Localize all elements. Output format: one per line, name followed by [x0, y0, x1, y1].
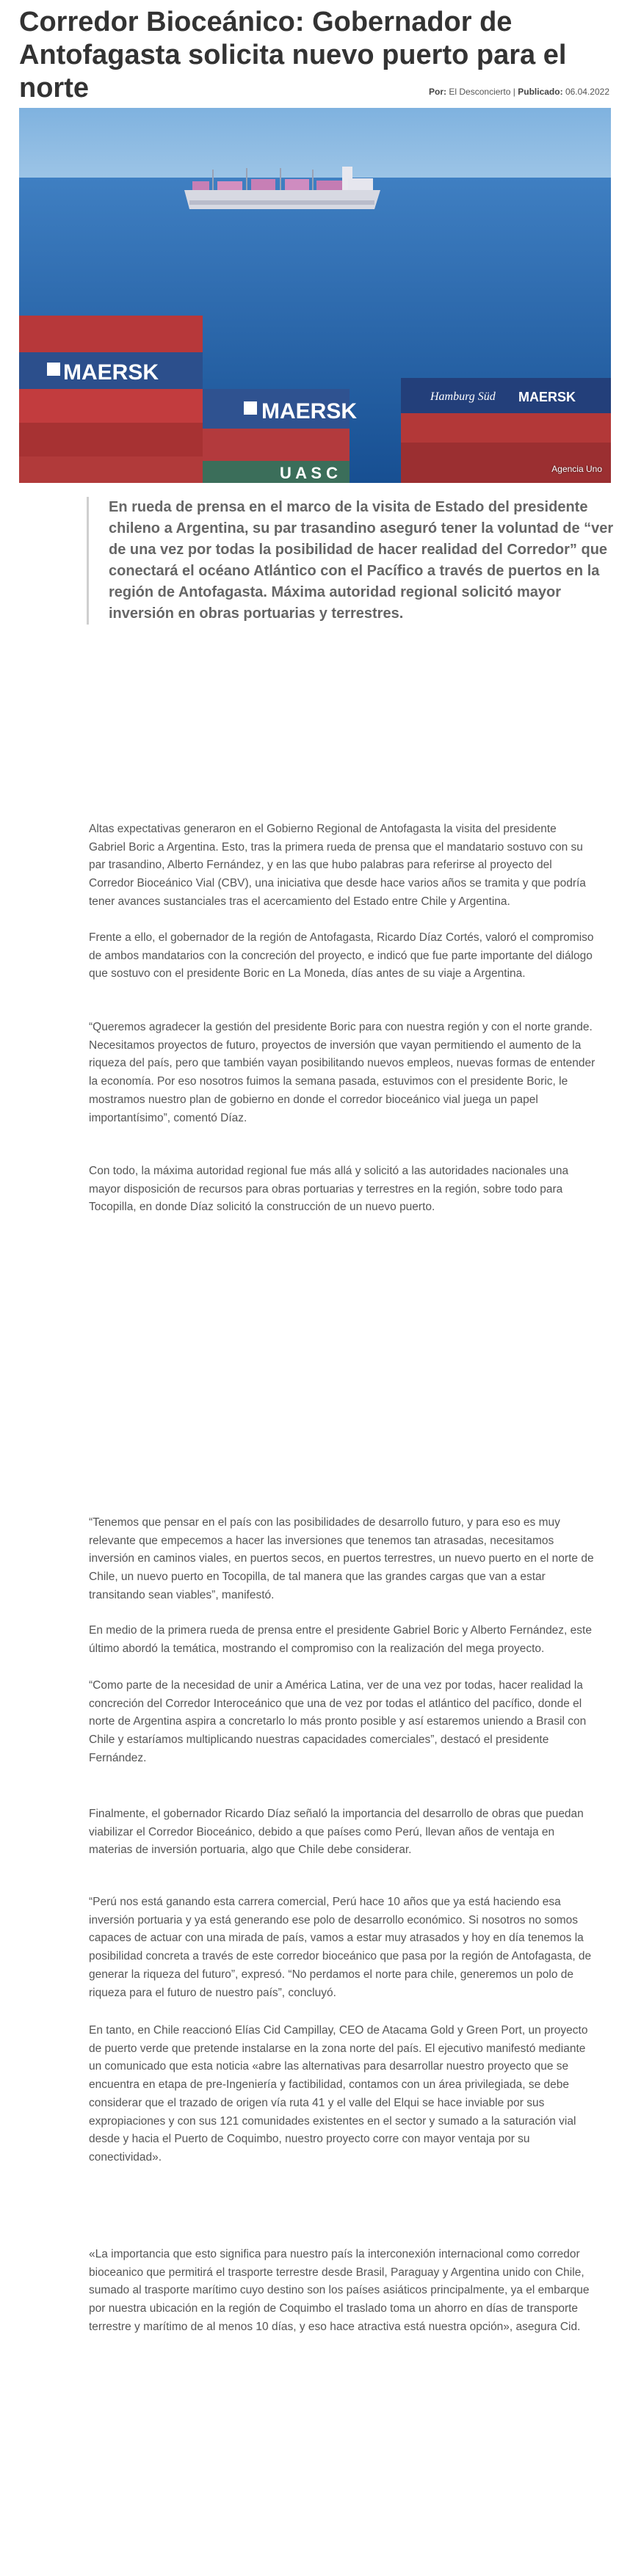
hero-image	[19, 108, 611, 483]
article-paragraph: “Tenemos que pensar en el país con las posibilidades de desarrollo futuro, y para eso es muy relevante que empecemos a hacer las inversiones que tenemos tan atrasadas, necesitamos inversión en caminos viales, en puertos secos, en puertos terrestres, un nuevo puerto en el norte de Chile, un nuevo puerto en Tocopilla, de tal manera que las grandes cargas que van a estar transitando sean viables”, manifestó.	[89, 1516, 594, 1601]
hero-illustration	[19, 108, 611, 483]
article-byline	[429, 87, 609, 97]
container-label-3: U A S C	[280, 464, 338, 482]
article-lead: En rueda de prensa en el marco de la visita de Estado del presidente chileno a Argentina, su par trasandino aseguró tener la voluntad de “ver de una vez por todas la posibilidad de hacer realidad del Corredor” que conectará el océano Atlántico con el Pacífico a través de puertos en la región de Antofagasta. Máxima autoridad regional solicitó mayor inversión en obras portuarias y terrestres.	[87, 497, 623, 625]
article-paragraph: «La importancia que esto significa para nuestro país la interconexión internacional como corredor bioceanico que permitirá el trasporte terrestre desde Brasil, Paraguay y Argentina unido con Chile, sumado al trasporte marítimo cuyo destino son los países asiáticos principalmente, ya el embarque por nuestra ubicación en la región de Coquimbo el traslado toma un ahorro en días de transporte terrestre y marítimo de al menos 10 días, y eso hace atractiva está nuestra opción», asegura Cid.	[89, 2248, 590, 2333]
article-paragraph: “Como parte de la necesidad de unir a América Latina, ver de una vez por todas, hacer realidad la concreción del Corredor Interoceánico que una de vez por todas el atlántico del pacífico, donde el norte de Argentina aspira a concretarlo lo más pronto posible y así estaremos uniendo a Brasil con Chile y estaríamos multiplicando nuestras capacidades comerciales”, destacó el presidente Fernández.	[89, 1679, 587, 1764]
article-paragraph: “Queremos agradecer la gestión del presidente Boric para con nuestra región y con el norte grande. Necesitamos proyectos de futuro, proyectos de inversión que vayan permitiendo el aumento de la riqueza del país, pero que también vayan posibilitando nuevos empleos, nuevas formas de entender la economía. Por eso nosotros fuimos la semana pasada, estuvimos con el presidente Boric, le mostramos nuestro plan de gobierno en donde el corredor bioceánico vial juega un papel importantísimo”, comentó Díaz.	[89, 1021, 595, 1124]
publish-date: 06.04.2022	[565, 87, 609, 97]
article-paragraph: Finalmente, el gobernador Ricardo Díaz señaló la importancia del desarrollo de obras que puedan viabilizar el Corredor Bioceánico, debido a que países como Perú, llevan años de ventaja en materias de inversión portuaria, algo que Chile debe considerar.	[89, 1808, 584, 1857]
byline-separator: |	[513, 87, 515, 97]
article-paragraph: En tanto, en Chile reaccionó Elías Cid Campillay, CEO de Atacama Gold y Green Port, un proyecto de puerto verde que pretende instalarse en la zona norte del país. El ejecutivo manifestó mediante un comunicado que esta noticia «abre las alternativas para desarrollar nuestro proyecto que se encuentra en etapa de pre-Ingeniería y factibilidad, contamos con un área privilegiada, se debe considerar que el trazado de origen vía ruta 41 y el valle del Elqui se hace inviable por sus expropiaciones y con sus 121 comunidades existentes en el sector y sumado a la saturación vial desde y hacia el Puerto de Coquimbo, nuestro proyecto corre con mayor ventaja por su conectividad».	[89, 2024, 588, 2164]
photo-credit: Agencia Uno	[551, 464, 602, 474]
container-label-5: MAERSK	[518, 390, 576, 404]
container-label-4: Hamburg Süd	[430, 390, 496, 403]
article-paragraph: “Perú nos está ganando esta carrera comercial, Perú hace 10 años que ya está haciendo esa inversión portuaria y ya está generando ese polo de desarrollo económico. Si nosotros no somos capaces de actuar con una mirada de país, vamos a estar muy atrasados y hoy en día tenemos la posibilidad concreta a través de este corredor bioceánico que pasa por la región de Antofagasta, de generar la riqueza del futuro”, expresó. “No perdamos el norte para chile, generemos un polo de riqueza para el futuro de nuestro país”, concluyó.	[89, 1896, 592, 1999]
sky	[19, 108, 611, 178]
author-name[interactable]: El Desconcierto	[449, 87, 511, 97]
published-label: Publicado:	[518, 87, 563, 97]
container-label-2: MAERSK	[261, 399, 358, 423]
article-paragraph: Con todo, la máxima autoridad regional fue más allá y solicitó a las autoridades nacionales una mayor disposición de recursos para obras portuarias y terrestres en la región, sobre todo para Tocopilla, en donde Díaz solicitó la construcción de un nuevo puerto.	[89, 1165, 569, 1214]
article-paragraph: Altas expectativas generaron en el Gobierno Regional de Antofagasta la visita del presidente Gabriel Boric a Argentina. Esto, tras la primera rueda de prensa que el mandatario sostuvo con su par trasandino, Alberto Fernández, y en las que hubo palabras para referirse al proyecto del Corredor Bioceánico Vial (CBV), una iniciativa que desde hace varios años se tramita y que podría tener avances sustanciales tras el acercamiento del Estado entre Chile y Argentina.	[89, 823, 586, 908]
article-paragraph: Frente a ello, el gobernador de la región de Antofagasta, Ricardo Díaz Cortés, valoró el compromiso de ambos mandatarios con la concreción del proyecto, e indicó que fue parte importante del diálogo que sostuvo con el presidente Boric en La Moneda, días antes de su viaje a Argentina.	[89, 931, 594, 980]
article-paragraph: En medio de la primera rueda de prensa entre el presidente Gabriel Boric y Alberto Fernández, este último abordó la temática, mostrando el compromiso con la realización del mega proyecto.	[89, 1624, 592, 1655]
container-label-1: MAERSK	[63, 360, 159, 385]
byline-label: Por:	[429, 87, 447, 97]
article-title: Corredor Bioceánico: Gobernador de Antofagasta solicita nuevo puerto para el norte	[19, 7, 567, 103]
